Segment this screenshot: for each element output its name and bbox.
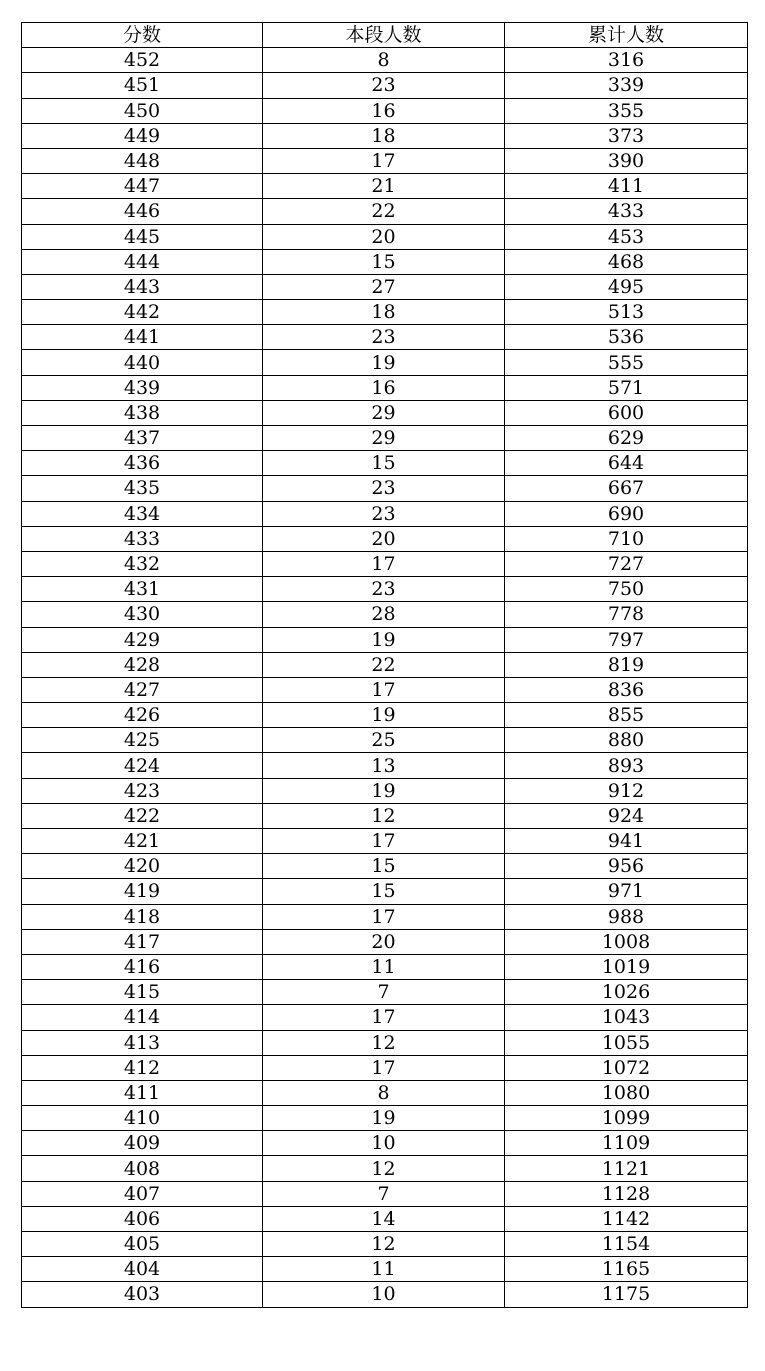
table-row: [22, 73, 748, 98]
segment-count-cell: 23: [263, 501, 505, 526]
table-row: [22, 274, 748, 299]
table-row: [22, 1005, 748, 1030]
score-cell: 412: [22, 1055, 263, 1080]
segment-count-cell: 10: [263, 1282, 505, 1307]
score-cell: 431: [22, 577, 263, 602]
cumulative-count-cell: 988: [505, 904, 748, 929]
cumulative-count-cell: 355: [505, 98, 748, 123]
segment-count-cell: 10: [263, 1131, 505, 1156]
cumulative-count-cell: 667: [505, 476, 748, 501]
table-row: [22, 400, 748, 425]
score-cell: 442: [22, 300, 263, 325]
segment-count-cell: 16: [263, 98, 505, 123]
segment-count-cell: 23: [263, 577, 505, 602]
table-body: [22, 48, 748, 1307]
cumulative-count-cell: 1072: [505, 1055, 748, 1080]
cumulative-count-cell: 710: [505, 526, 748, 551]
score-cell: 405: [22, 1232, 263, 1257]
segment-count-cell: 16: [263, 375, 505, 400]
score-cell: 407: [22, 1181, 263, 1206]
cumulative-count-cell: 956: [505, 854, 748, 879]
cumulative-count-cell: 750: [505, 577, 748, 602]
table-row: [22, 526, 748, 551]
segment-count-cell: 7: [263, 980, 505, 1005]
table-row: [22, 148, 748, 173]
score-cell: 439: [22, 375, 263, 400]
segment-count-cell: 25: [263, 728, 505, 753]
table-row: [22, 123, 748, 148]
segment-count-cell: 23: [263, 73, 505, 98]
segment-count-cell: 19: [263, 703, 505, 728]
cumulative-count-cell: 600: [505, 400, 748, 425]
cumulative-count-cell: 1099: [505, 1106, 748, 1131]
table-row: [22, 300, 748, 325]
table-row: [22, 778, 748, 803]
header-cumulative-count: 累计人数: [505, 23, 748, 48]
segment-count-cell: 21: [263, 174, 505, 199]
table-row: [22, 249, 748, 274]
segment-count-cell: 11: [263, 1257, 505, 1282]
cumulative-count-cell: 373: [505, 123, 748, 148]
score-cell: 444: [22, 249, 263, 274]
table-row: [22, 652, 748, 677]
score-cell: 437: [22, 426, 263, 451]
score-cell: 434: [22, 501, 263, 526]
segment-count-cell: 29: [263, 426, 505, 451]
segment-count-cell: 13: [263, 753, 505, 778]
table-row: [22, 577, 748, 602]
table-row: [22, 677, 748, 702]
cumulative-count-cell: 819: [505, 652, 748, 677]
table-row: [22, 1055, 748, 1080]
table-row: [22, 1282, 748, 1307]
table-row: [22, 551, 748, 576]
table-header: [22, 23, 748, 48]
cumulative-count-cell: 924: [505, 803, 748, 828]
score-cell: 451: [22, 73, 263, 98]
segment-count-cell: 20: [263, 224, 505, 249]
cumulative-count-cell: 555: [505, 350, 748, 375]
table-row: [22, 98, 748, 123]
segment-count-cell: 14: [263, 1206, 505, 1231]
score-cell: 411: [22, 1080, 263, 1105]
score-cell: 414: [22, 1005, 263, 1030]
cumulative-count-cell: 536: [505, 325, 748, 350]
score-cell: 417: [22, 929, 263, 954]
table-row: [22, 904, 748, 929]
score-cell: 415: [22, 980, 263, 1005]
table-row: [22, 1257, 748, 1282]
cumulative-count-cell: 316: [505, 48, 748, 73]
table-row: [22, 426, 748, 451]
table-row: [22, 224, 748, 249]
cumulative-count-cell: 1121: [505, 1156, 748, 1181]
table-row: [22, 476, 748, 501]
table-row: [22, 980, 748, 1005]
score-cell: 452: [22, 48, 263, 73]
cumulative-count-cell: 971: [505, 879, 748, 904]
table-row: [22, 929, 748, 954]
score-cell: 450: [22, 98, 263, 123]
cumulative-count-cell: 690: [505, 501, 748, 526]
score-cell: 413: [22, 1030, 263, 1055]
segment-count-cell: 23: [263, 325, 505, 350]
segment-count-cell: 17: [263, 904, 505, 929]
segment-count-cell: 15: [263, 879, 505, 904]
segment-count-cell: 7: [263, 1181, 505, 1206]
score-cell: 423: [22, 778, 263, 803]
table-row: [22, 1131, 748, 1156]
segment-count-cell: 17: [263, 677, 505, 702]
score-cell: 436: [22, 451, 263, 476]
table-row: [22, 1080, 748, 1105]
segment-count-cell: 8: [263, 1080, 505, 1105]
table-row: [22, 1181, 748, 1206]
segment-count-cell: 29: [263, 400, 505, 425]
cumulative-count-cell: 1019: [505, 954, 748, 979]
table-row: [22, 829, 748, 854]
score-cell: 426: [22, 703, 263, 728]
score-cell: 432: [22, 551, 263, 576]
table-row: [22, 1232, 748, 1257]
segment-count-cell: 20: [263, 526, 505, 551]
cumulative-count-cell: 1043: [505, 1005, 748, 1030]
cumulative-count-cell: 339: [505, 73, 748, 98]
cumulative-count-cell: 836: [505, 677, 748, 702]
cumulative-count-cell: 1165: [505, 1257, 748, 1282]
cumulative-count-cell: 1109: [505, 1131, 748, 1156]
header-row: [22, 23, 748, 48]
segment-count-cell: 15: [263, 854, 505, 879]
cumulative-count-cell: 941: [505, 829, 748, 854]
score-cell: 429: [22, 627, 263, 652]
segment-count-cell: 12: [263, 1156, 505, 1181]
score-cell: 425: [22, 728, 263, 753]
score-cell: 418: [22, 904, 263, 929]
score-cell: 421: [22, 829, 263, 854]
cumulative-count-cell: 390: [505, 148, 748, 173]
header-score: 分数: [22, 23, 263, 48]
cumulative-count-cell: 1008: [505, 929, 748, 954]
table-row: [22, 1206, 748, 1231]
cumulative-count-cell: 727: [505, 551, 748, 576]
table-row: [22, 854, 748, 879]
segment-count-cell: 15: [263, 249, 505, 274]
cumulative-count-cell: 855: [505, 703, 748, 728]
cumulative-count-cell: 1142: [505, 1206, 748, 1231]
cumulative-count-cell: 1026: [505, 980, 748, 1005]
segment-count-cell: 28: [263, 602, 505, 627]
cumulative-count-cell: 912: [505, 778, 748, 803]
score-cell: 435: [22, 476, 263, 501]
table-row: [22, 879, 748, 904]
score-cell: 408: [22, 1156, 263, 1181]
score-cell: 438: [22, 400, 263, 425]
segment-count-cell: 22: [263, 199, 505, 224]
score-cell: 420: [22, 854, 263, 879]
segment-count-cell: 17: [263, 551, 505, 576]
table-row: [22, 803, 748, 828]
score-cell: 448: [22, 148, 263, 173]
table-row: [22, 627, 748, 652]
table-row: [22, 451, 748, 476]
cumulative-count-cell: 571: [505, 375, 748, 400]
segment-count-cell: 15: [263, 451, 505, 476]
table-row: [22, 48, 748, 73]
score-cell: 440: [22, 350, 263, 375]
score-cell: 424: [22, 753, 263, 778]
cumulative-count-cell: 1175: [505, 1282, 748, 1307]
score-distribution-table: [21, 22, 748, 1308]
table-row: [22, 325, 748, 350]
cumulative-count-cell: 495: [505, 274, 748, 299]
segment-count-cell: 12: [263, 1232, 505, 1257]
score-cell: 449: [22, 123, 263, 148]
table-row: [22, 703, 748, 728]
cumulative-count-cell: 644: [505, 451, 748, 476]
table-row: [22, 1106, 748, 1131]
cumulative-count-cell: 797: [505, 627, 748, 652]
score-cell: 428: [22, 652, 263, 677]
segment-count-cell: 20: [263, 929, 505, 954]
segment-count-cell: 19: [263, 1106, 505, 1131]
score-cell: 410: [22, 1106, 263, 1131]
cumulative-count-cell: 468: [505, 249, 748, 274]
cumulative-count-cell: 1055: [505, 1030, 748, 1055]
table-row: [22, 501, 748, 526]
score-cell: 406: [22, 1206, 263, 1231]
cumulative-count-cell: 1128: [505, 1181, 748, 1206]
cumulative-count-cell: 880: [505, 728, 748, 753]
table-row: [22, 602, 748, 627]
score-cell: 409: [22, 1131, 263, 1156]
score-cell: 422: [22, 803, 263, 828]
score-cell: 404: [22, 1257, 263, 1282]
cumulative-count-cell: 411: [505, 174, 748, 199]
segment-count-cell: 27: [263, 274, 505, 299]
segment-count-cell: 18: [263, 300, 505, 325]
table-row: [22, 1156, 748, 1181]
segment-count-cell: 18: [263, 123, 505, 148]
cumulative-count-cell: 778: [505, 602, 748, 627]
cumulative-count-cell: 513: [505, 300, 748, 325]
cumulative-count-cell: 453: [505, 224, 748, 249]
score-cell: 443: [22, 274, 263, 299]
score-cell: 430: [22, 602, 263, 627]
segment-count-cell: 12: [263, 1030, 505, 1055]
table-row: [22, 375, 748, 400]
table-row: [22, 350, 748, 375]
table-row: [22, 753, 748, 778]
segment-count-cell: 19: [263, 350, 505, 375]
score-cell: 441: [22, 325, 263, 350]
table-row: [22, 199, 748, 224]
segment-count-cell: 22: [263, 652, 505, 677]
score-cell: 427: [22, 677, 263, 702]
score-cell: 433: [22, 526, 263, 551]
segment-count-cell: 17: [263, 1055, 505, 1080]
segment-count-cell: 19: [263, 627, 505, 652]
segment-count-cell: 17: [263, 829, 505, 854]
segment-count-cell: 11: [263, 954, 505, 979]
segment-count-cell: 8: [263, 48, 505, 73]
segment-count-cell: 12: [263, 803, 505, 828]
table-row: [22, 728, 748, 753]
segment-count-cell: 17: [263, 148, 505, 173]
score-cell: 419: [22, 879, 263, 904]
cumulative-count-cell: 629: [505, 426, 748, 451]
score-cell: 445: [22, 224, 263, 249]
cumulative-count-cell: 893: [505, 753, 748, 778]
segment-count-cell: 23: [263, 476, 505, 501]
table-row: [22, 174, 748, 199]
score-cell: 446: [22, 199, 263, 224]
score-cell: 447: [22, 174, 263, 199]
cumulative-count-cell: 1080: [505, 1080, 748, 1105]
segment-count-cell: 19: [263, 778, 505, 803]
cumulative-count-cell: 1154: [505, 1232, 748, 1257]
segment-count-cell: 17: [263, 1005, 505, 1030]
cumulative-count-cell: 433: [505, 199, 748, 224]
table-row: [22, 954, 748, 979]
score-cell: 416: [22, 954, 263, 979]
score-cell: 403: [22, 1282, 263, 1307]
header-segment-count: 本段人数: [263, 23, 505, 48]
table-row: [22, 1030, 748, 1055]
